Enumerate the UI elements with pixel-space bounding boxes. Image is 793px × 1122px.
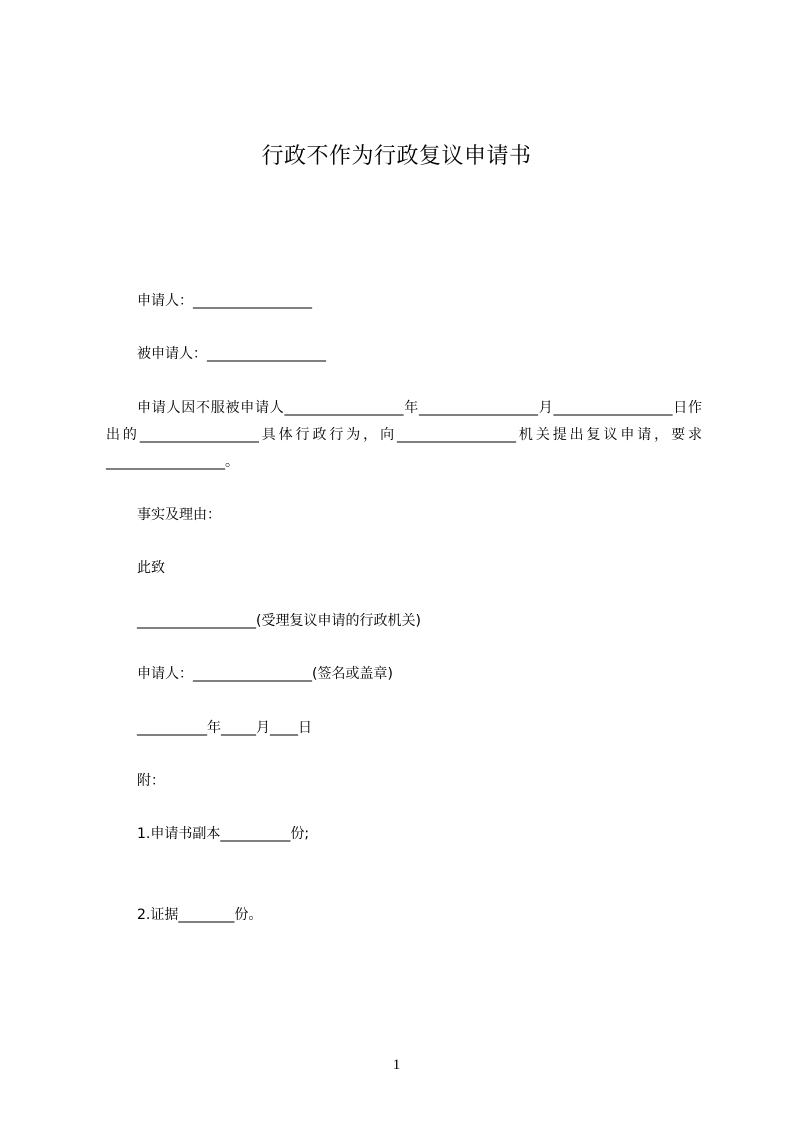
page-number: 1: [392, 1057, 401, 1073]
applicant-line: 申请人：_________________: [137, 293, 312, 309]
date-line: __________年_____月____日: [137, 720, 312, 736]
attachment-item-evidence: 2.证据________份。: [137, 907, 263, 923]
signature-line: 申请人：_________________(签名或盖章): [137, 666, 393, 682]
respondent-line: 被申请人：_________________: [137, 346, 326, 362]
request-paragraph: 申请人因不服被申请人_________________年_________________月_________________日作出的_________________具体行政行为，向_________________机关提出复议申请，要求_________________。: [106, 400, 702, 470]
salutation: 此致: [137, 560, 165, 576]
facts-reasons-label: 事实及理由：: [137, 507, 221, 523]
attachments-label: 附：: [137, 773, 165, 789]
document-title: 行政不作为行政复议申请书: [261, 144, 532, 169]
attachment-item-copy: 1.申请书副本__________份;: [137, 826, 310, 842]
recipient-authority-line: _________________(受理复议申请的行政机关): [137, 613, 421, 629]
